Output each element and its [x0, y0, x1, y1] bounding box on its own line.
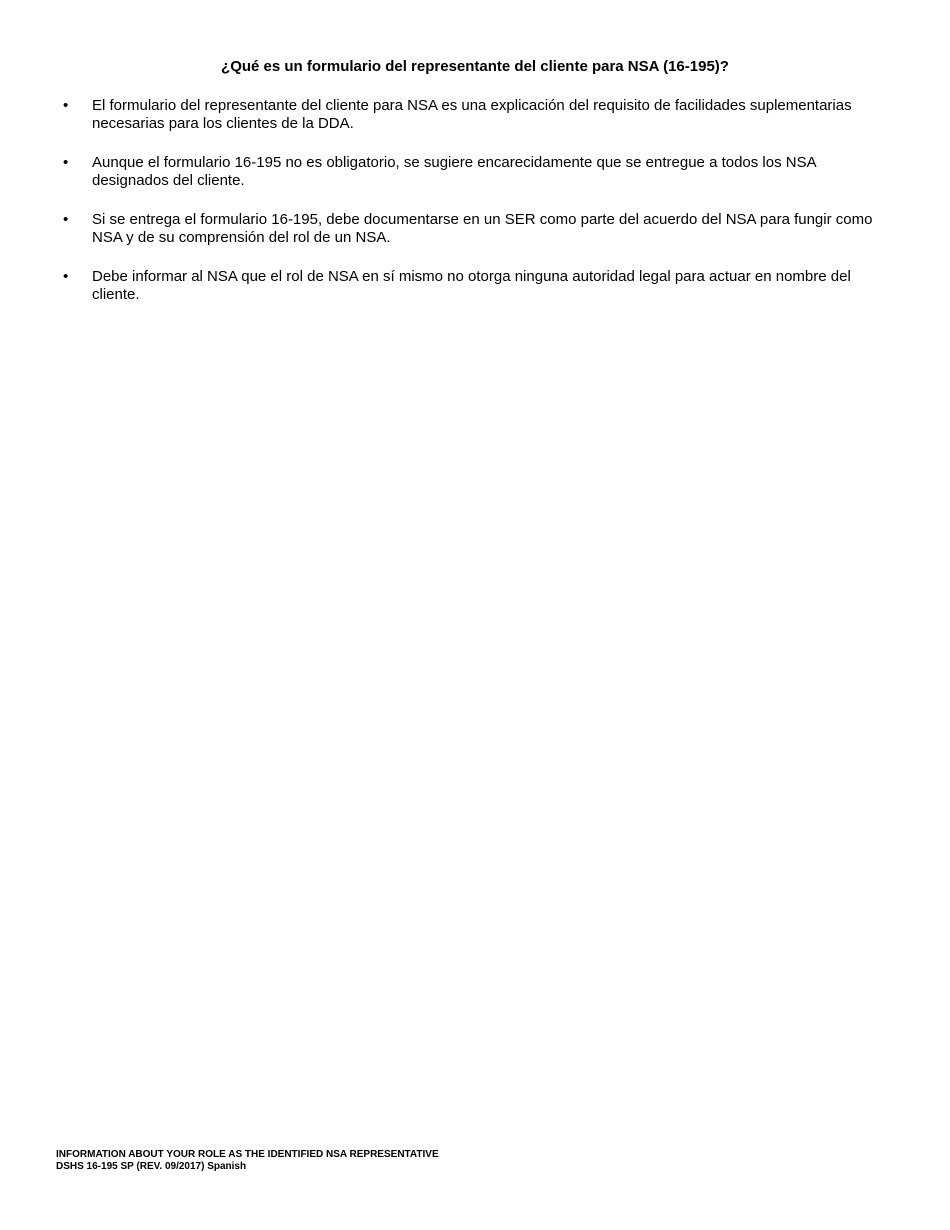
list-item-text: Si se entrega el formulario 16-195, debe documentarse en un SER como parte del acuerdo del NSA para fungir como NSA y de su comprensión del rol de un NSA.	[92, 211, 873, 246]
list-item-text: Aunque el formulario 16-195 no es obligatorio, se sugiere encarecidamente que se entregue a todos los NSA designados del cliente.	[92, 154, 816, 189]
bullet-icon: •	[63, 211, 69, 228]
list-item	[0, 154, 950, 190]
list-item	[0, 211, 950, 247]
list-item-text: El formulario del representante del cliente para NSA es una explicación del requisito de facilidades suplementarias necesarias para los clientes de la DDA.	[92, 97, 852, 132]
bullet-icon: •	[63, 154, 69, 171]
bullet-icon: •	[63, 97, 69, 114]
page-title: ¿Qué es un formulario del representante del cliente para NSA (16-195)?	[221, 58, 729, 75]
bullet-icon: •	[63, 268, 69, 285]
list-item	[0, 97, 950, 133]
footer-form-title: INFORMATION ABOUT YOUR ROLE AS THE IDENTIFIED NSA REPRESENTATIVE	[56, 1149, 439, 1160]
list-item-text: Debe informar al NSA que el rol de NSA en sí mismo no otorga ninguna autoridad legal para actuar en nombre del cliente.	[92, 268, 851, 303]
footer-form-number: DSHS 16-195 SP (REV. 09/2017) Spanish	[56, 1161, 247, 1172]
page-footer	[56, 1149, 439, 1173]
list-item	[0, 268, 950, 304]
bullet-list	[0, 97, 950, 325]
